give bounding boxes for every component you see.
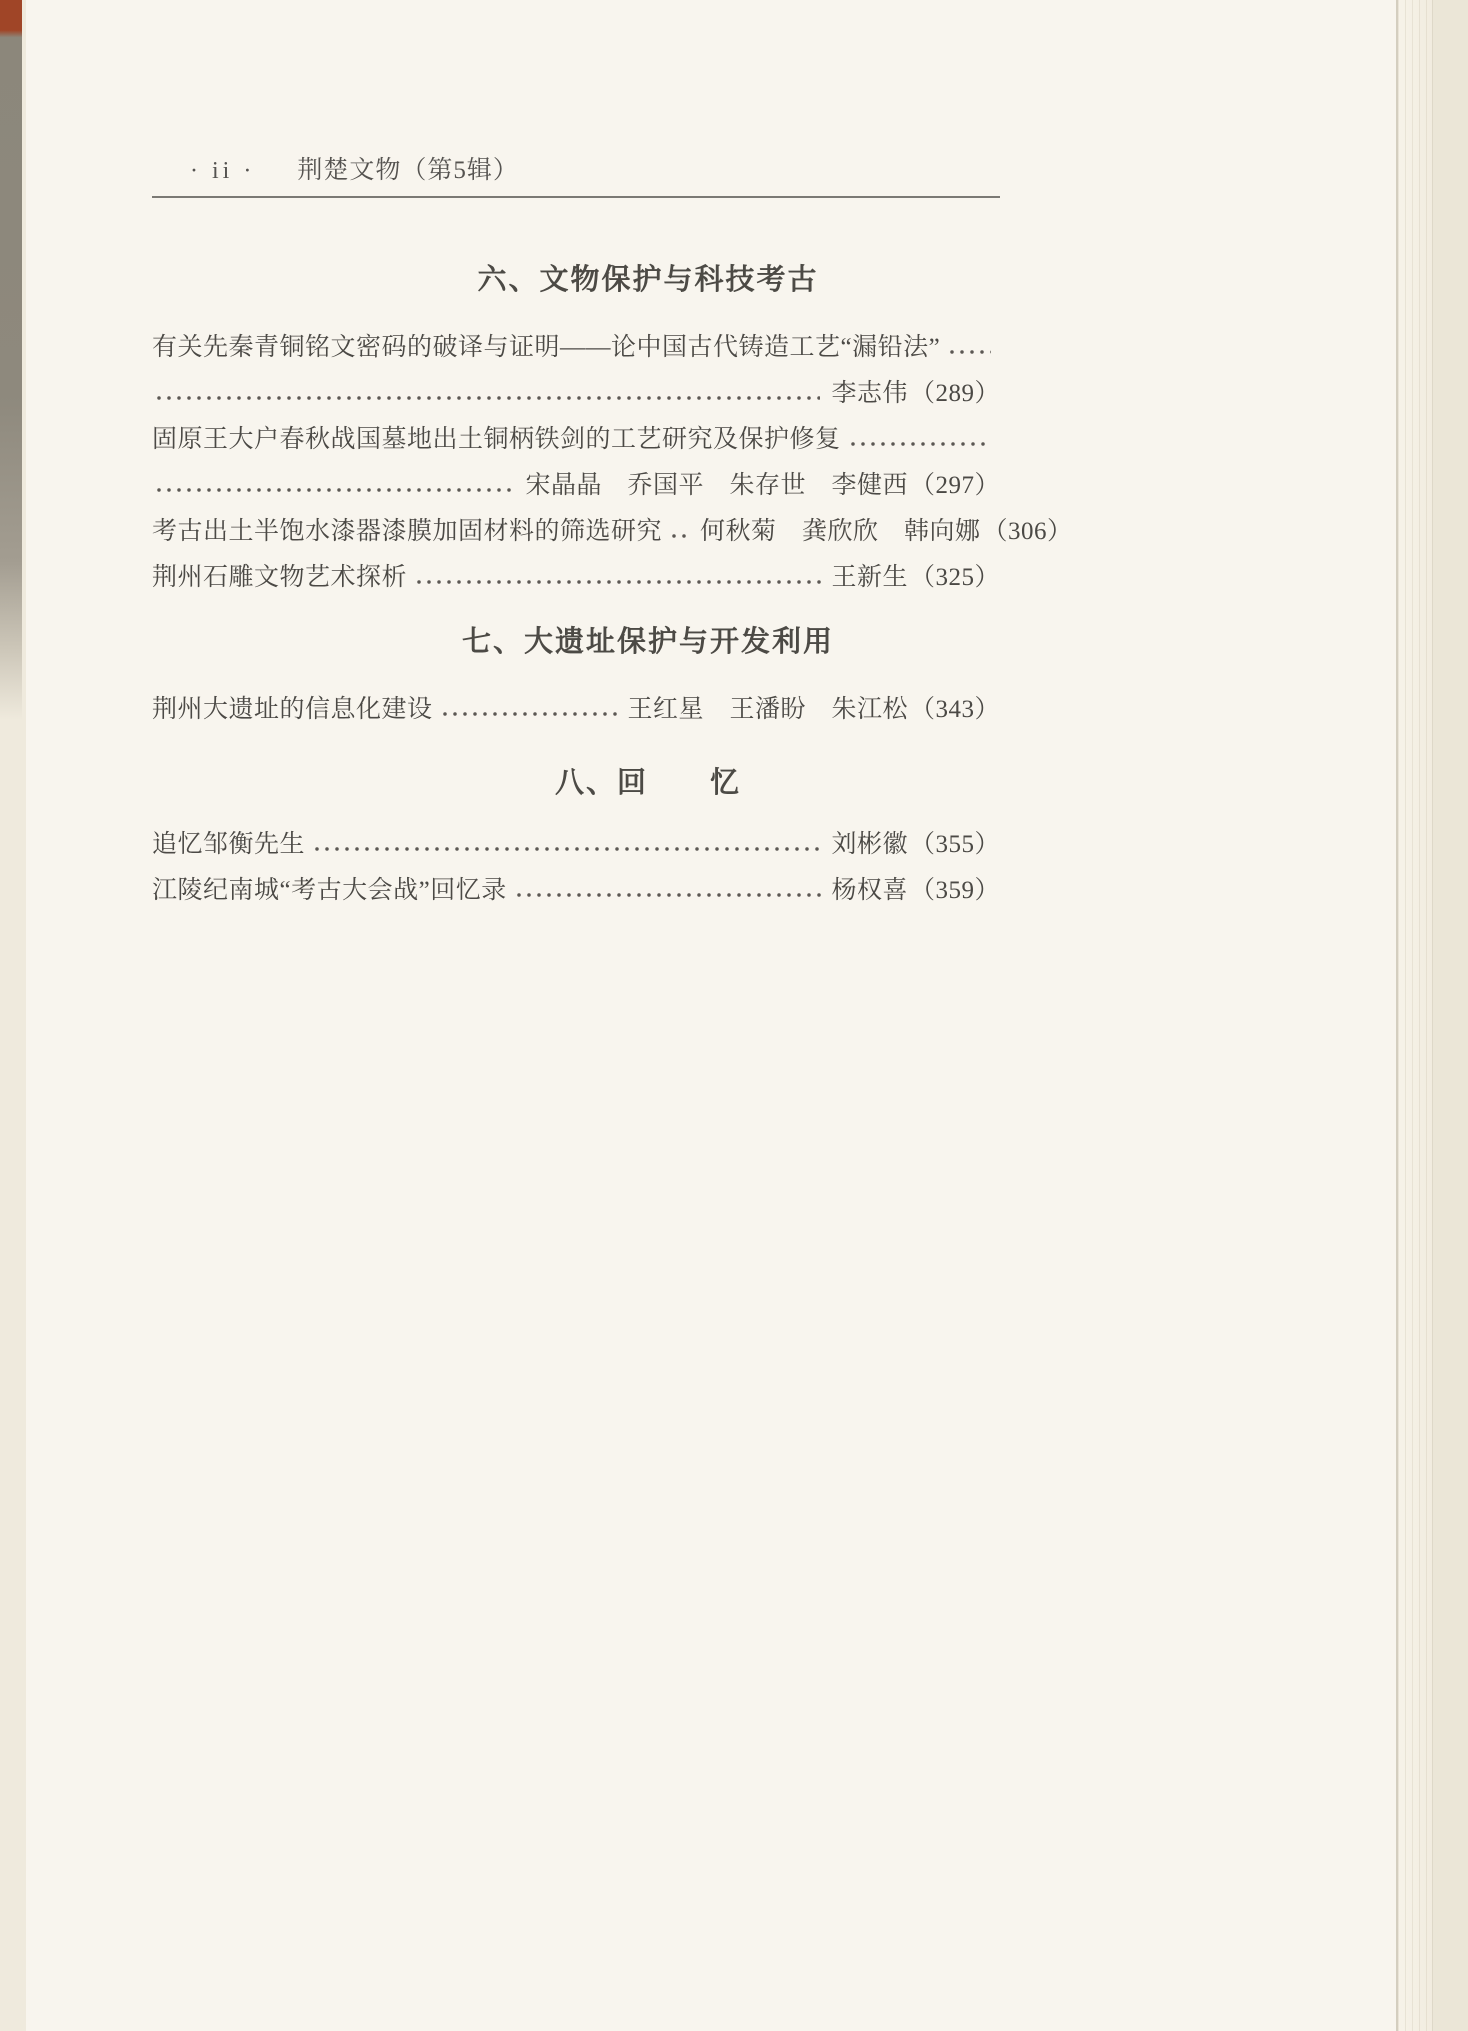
toc-title: 固原王大户春秋战国墓地出土铜柄铁剑的工艺研究及保护修复 [152,426,841,453]
toc-entry [152,417,1000,463]
toc-entry [152,555,1000,601]
toc-authors: 刘彬徽 [831,831,908,858]
header-rule [152,196,1000,198]
toc-authors: 杨权喜 [831,877,908,904]
toc-authors: 王新生 [831,564,908,591]
toc-title: 荆州大遗址的信息化建设 [152,696,433,723]
toc-page-number: （289） [909,380,1000,407]
toc-title: 追忆邹衡先生 [152,831,306,858]
toc-page-number: （343） [909,696,1000,723]
toc-page-number: （325） [909,564,1000,591]
section-heading-8: 八、回 忆 [554,767,741,799]
dot-leader [514,868,823,914]
toc-entry [152,687,1000,733]
toc-authors: 王红星 王潘盼 朱江松 [627,696,908,723]
dot-leader [414,555,822,601]
dot-leader [154,371,820,417]
toc-title: 有关先秦青铜铭文密码的破译与证明——论中国古代铸造工艺“漏铅法” [152,334,941,361]
page-content [152,0,1073,914]
right-fore-edge-strip [1398,0,1432,2031]
toc-page-number: （355） [909,831,1000,858]
toc-entry [152,868,1000,914]
toc-block-8 [152,822,1000,914]
dot-leader [312,822,822,868]
toc-entry-continuation [152,371,1000,417]
toc-page-number: （306） [982,518,1073,545]
toc-title: 江陵纪南城“考古大会战”回忆录 [152,877,507,904]
book-title: 荆楚文物（第5辑） [297,157,519,184]
dot-leader [848,417,991,463]
dot-leader [154,463,514,509]
right-outer-edge [1432,0,1468,2031]
page-header [152,156,1000,186]
dot-leader [947,325,991,371]
toc-block-6 [152,325,1073,601]
dot-leader [669,509,691,555]
toc-page-number: （359） [909,877,1000,904]
toc-entry [152,822,1000,868]
toc-entry-continuation [152,463,1000,509]
section-heading-7: 七、大遗址保护与开发利用 [461,626,834,658]
toc-title: 荆州石雕文物艺术探析 [152,564,408,591]
spine-shadow [0,0,22,720]
toc-block-7 [152,687,1000,733]
toc-authors: 李志伟 [831,380,908,407]
dot-leader [440,687,619,733]
page-number: · ii · [190,158,256,184]
section-heading-6: 六、文物保护与科技考古 [477,264,819,296]
toc-title: 考古出土半饱水漆器漆膜加固材料的筛选研究 [152,518,663,545]
toc-page-number: （297） [909,472,1000,499]
toc-entry [152,509,1073,555]
toc-authors: 宋晶晶 乔国平 朱存世 李健西 [525,472,908,499]
toc-entry [152,325,1000,371]
toc-authors: 何秋菊 龚欣欣 韩向娜 [700,518,981,545]
